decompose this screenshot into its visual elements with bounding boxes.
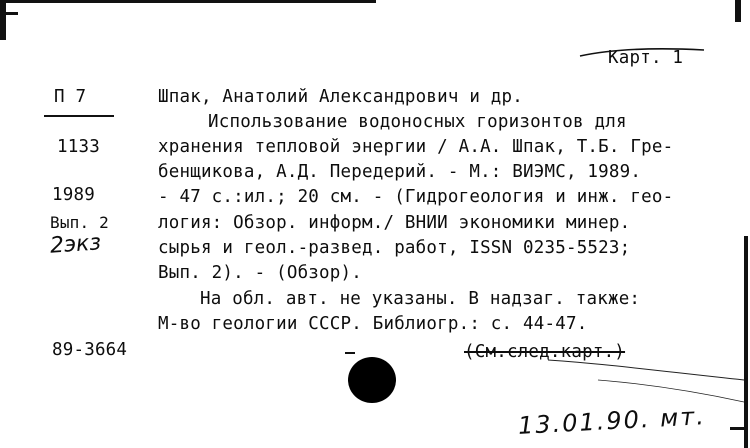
author-heading: Шпак, Анатолий Александрович и др. bbox=[158, 87, 524, 107]
struck-continuation-note: (См.след.карт.) bbox=[464, 342, 626, 362]
title-line-5: логия: Обзор. информ./ ВНИИ экономики минер. bbox=[158, 213, 631, 233]
shelf-mark-underline bbox=[44, 115, 114, 117]
note-line-1: На обл. авт. не указаны. В надзаг. также: bbox=[200, 289, 641, 309]
title-line-6: сырья и геол.-развед. работ, ISSN 0235-5523; bbox=[158, 238, 631, 258]
punch-hole bbox=[348, 357, 396, 403]
shelf-mark: П 7 bbox=[54, 87, 87, 107]
card-number-overline bbox=[578, 44, 708, 58]
title-line-2: хранения тепловой энергии / А.А. Шпак, Т.Б. Гре- bbox=[158, 137, 674, 157]
card-number: Карт. 1 bbox=[608, 48, 684, 68]
scan-edge-top-left bbox=[0, 0, 6, 40]
shelf-issue: Вып. 2 bbox=[50, 213, 109, 232]
scan-edge-top-right bbox=[735, 0, 741, 22]
inventory-handwritten: 13.01.90. мт. bbox=[517, 402, 707, 440]
scribble-lines bbox=[548, 350, 748, 410]
title-line-1: Использование водоносных горизонтов для bbox=[208, 112, 627, 132]
scan-edge-top-mark bbox=[6, 12, 18, 15]
title-line-3: бенщикова, А.Д. Передерий. - М.: ВИЭМС, 1989. bbox=[158, 162, 642, 182]
title-line-4: - 47 с.:ил.; 20 см. - (Гидрогеология и инж. гео- bbox=[158, 187, 674, 207]
scan-edge-bottom-mark bbox=[730, 427, 744, 430]
scan-edge-top bbox=[6, 0, 376, 3]
accession-number: 89-3664 bbox=[52, 340, 128, 360]
shelf-number: 1133 bbox=[57, 137, 100, 157]
shelf-year: 1989 bbox=[52, 185, 95, 205]
title-line-7: Вып. 2). - (Обзор). bbox=[158, 263, 362, 283]
copies-handwritten: 2экз bbox=[49, 230, 102, 259]
note-line-2: М-во геологии СССР. Библиогр.: с. 44-47. bbox=[158, 314, 588, 334]
scan-edge-right bbox=[744, 236, 748, 448]
dash-mark bbox=[345, 352, 355, 354]
